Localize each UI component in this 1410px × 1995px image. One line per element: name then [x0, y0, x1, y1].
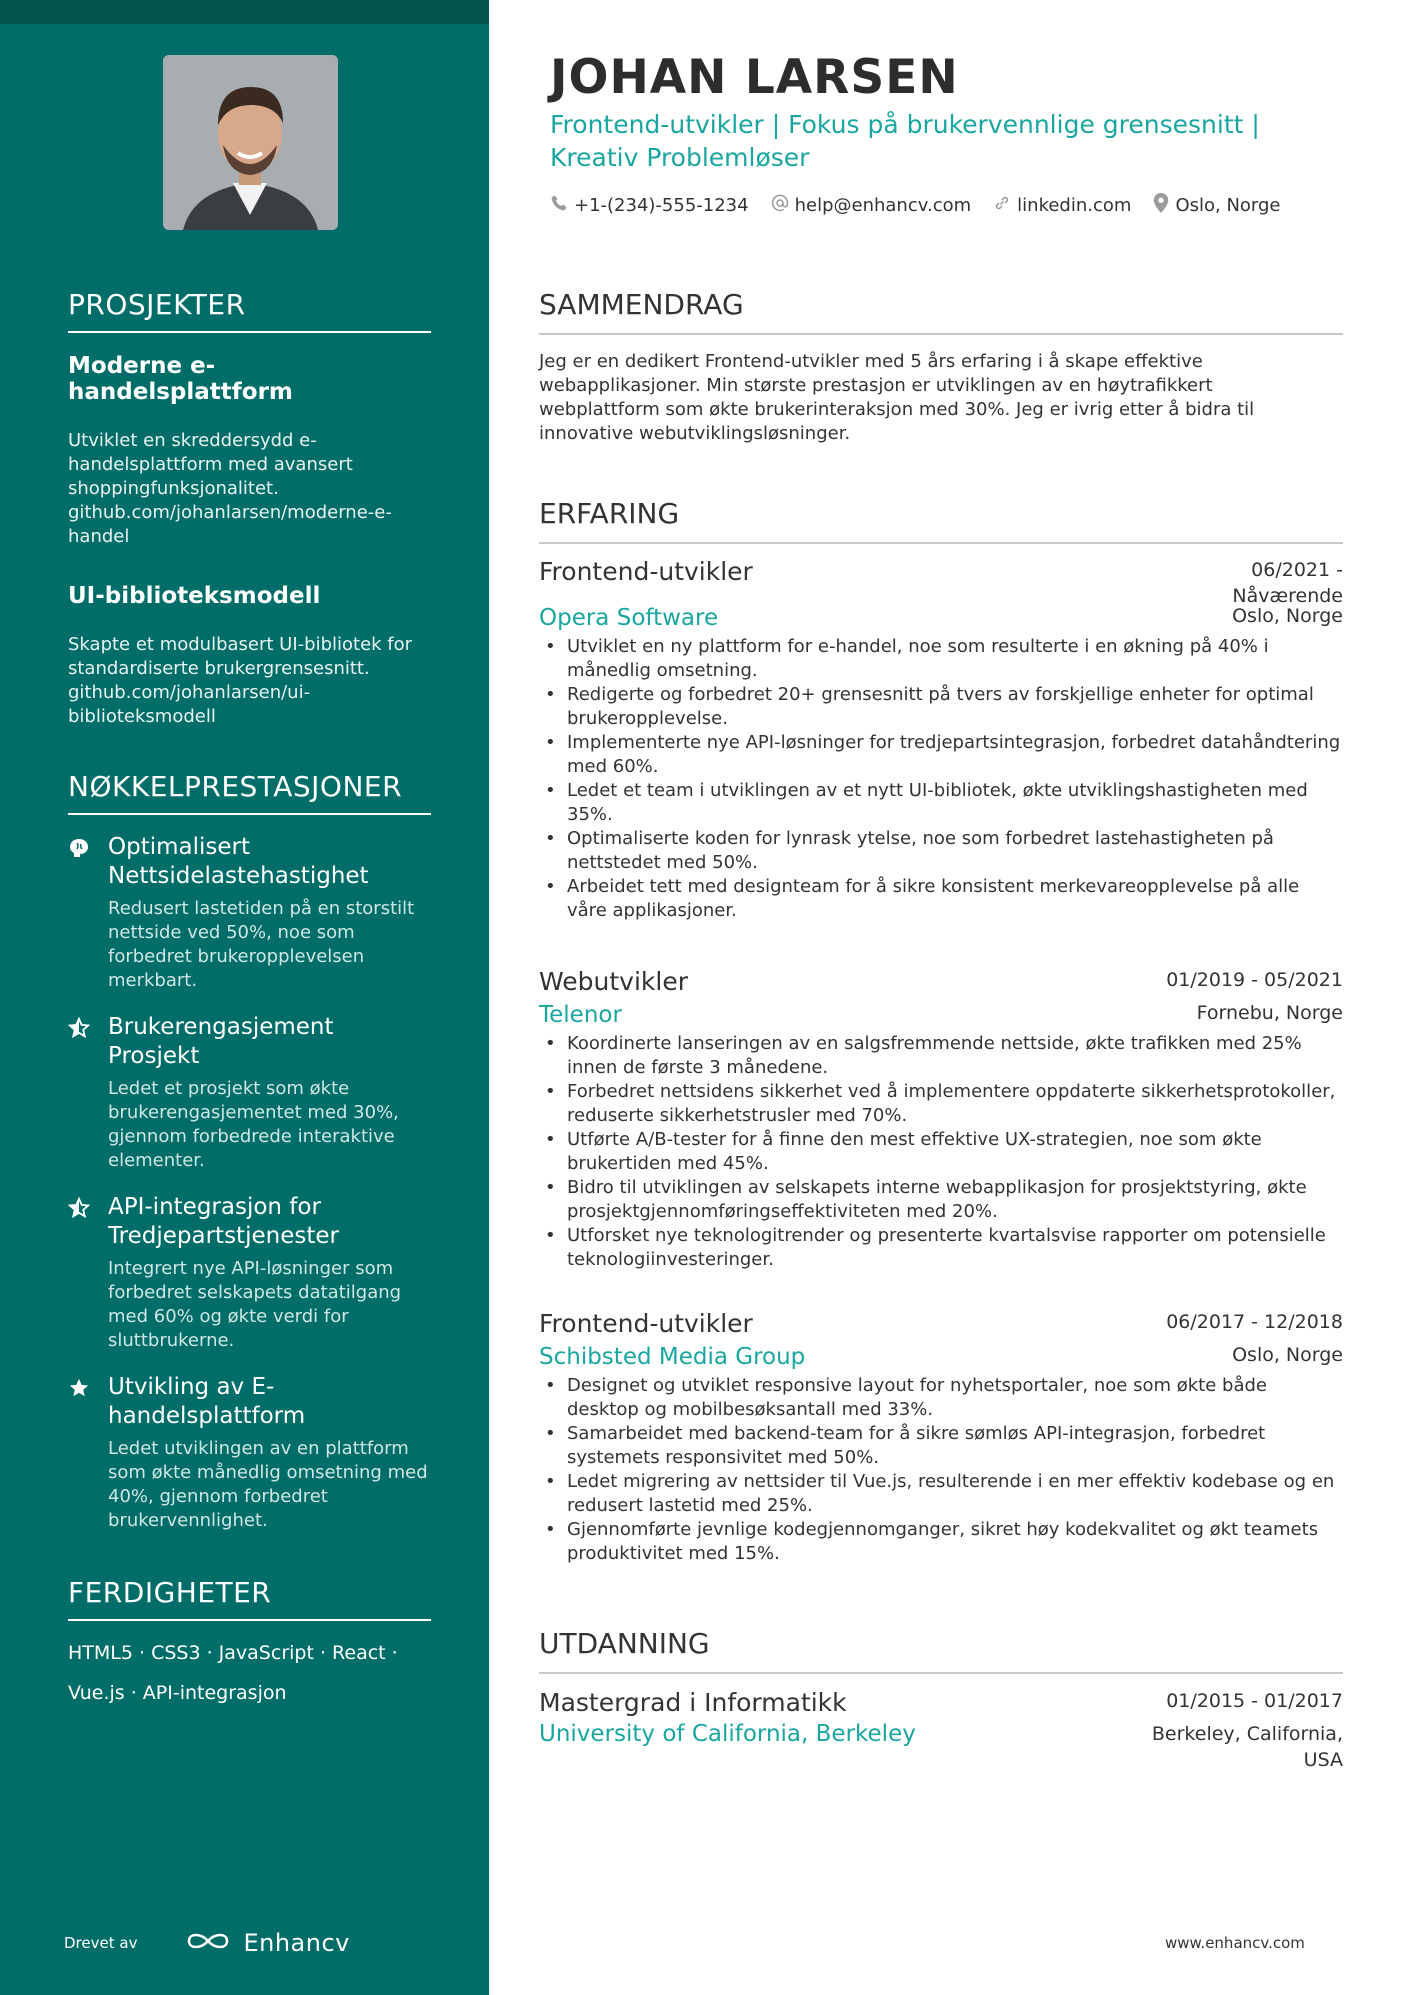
- bullet-item: • Optimaliserte koden for lynrask ytelse, noe som forbedret lastehastigheten på nettstedet med 50%.: [539, 827, 1343, 875]
- profile-photo: [163, 55, 338, 230]
- job-bullets: [539, 635, 1343, 923]
- job-entry: [539, 557, 1343, 923]
- contact-phone: [550, 193, 749, 218]
- bullet-item: • Gjennomførte jevnlige kodegjennomganger, sikret høy kodekvalitet og økt teamets produktivitet med 15%.: [539, 1518, 1343, 1566]
- star-icon: [68, 1373, 108, 1533]
- job-date-end: Nåværende: [1232, 585, 1343, 607]
- bullet-item: • Arbeidet tett med designteam for å sikre konsistent merkevareopplevelse på alle våre applikasjoner.: [539, 875, 1343, 923]
- job-company: Opera Software: [539, 605, 719, 631]
- website-link[interactable]: www.enhancv.com: [1165, 1934, 1305, 1952]
- job-location: Oslo, Norge: [1232, 1344, 1343, 1366]
- achievement-title: Utvikling av E-handelsplattform: [108, 1374, 306, 1429]
- bullet-item: • Redigerte og forbedret 20+ grensesnitt på tvers av forskjellige enheter for optimal brukeropplevelse.: [539, 683, 1343, 731]
- star-half-icon: [68, 1013, 108, 1173]
- skills-title: FERDIGHETER: [68, 1576, 431, 1621]
- at-icon: [771, 194, 795, 217]
- achievement-item: [68, 1013, 431, 1173]
- candidate-name: JOHAN LARSEN: [550, 50, 959, 105]
- projects-title: PROSJEKTER: [68, 288, 431, 333]
- education-title: UTDANNING: [539, 1627, 1343, 1674]
- summary-text: Jeg er en dedikert Frontend-utvikler med 5 års erfaring i å skape effektive webapplikasjoner. Min største prestasjon er utviklingen av en høytrafikkert webplattform som økte brukerinteraksjon med 30%. Jeg er ivrig etter å bidra til innovative webutviklingsløsninger.: [539, 351, 1255, 444]
- bullet-item: • Ledet migrering av nettsider til Vue.js, resulterende i en mer effektiv kodebase og en redusert lastetid med 25%.: [539, 1470, 1343, 1518]
- job-company: Schibsted Media Group: [539, 1344, 806, 1370]
- phone-icon: [550, 194, 574, 217]
- job-date: [1232, 557, 1343, 609]
- enhancv-logo-icon: [185, 1930, 231, 1956]
- job-title: Frontend-utvikler: [539, 557, 753, 586]
- achievement-description: Ledet et prosjekt som økte brukerengasjementet med 30%, gjennom forbedrede interaktive elementer.: [108, 1078, 399, 1171]
- skills-list: [68, 1633, 431, 1713]
- achievements-section: [68, 770, 431, 1533]
- achievement-title: API-integrasjon for Tredjepartstjenester: [108, 1194, 339, 1249]
- contact-email[interactable]: [771, 193, 972, 218]
- bullet-item: • Bidro til utviklingen av selskapets interne webapplikasjon for prosjektstyring, økte prosjektgjennomføringseffektiviteten med 20%.: [539, 1176, 1343, 1224]
- job-company: Telenor: [539, 1002, 622, 1028]
- brain-icon: [68, 833, 108, 993]
- achievement-item: [68, 833, 431, 993]
- skills-line: HTML5 · CSS3 · JavaScript · React ·: [68, 1642, 398, 1664]
- achievement-title: Optimalisert Nettsidelastehastighet: [108, 834, 369, 889]
- project-name: UI-biblioteksmodell: [68, 583, 321, 609]
- powered-by-label: Drevet av: [64, 1934, 138, 1952]
- job-title: Webutvikler: [539, 967, 688, 996]
- summary-title: SAMMENDRAG: [539, 288, 1343, 335]
- project-name: Moderne e-handelsplattform: [68, 353, 293, 405]
- bullet-item: • Forbedret nettsidens sikkerhet ved å implementere oppdaterte sikkerhetsprotokoller, reduserte sikkerhetstrusler med 70%.: [539, 1080, 1343, 1128]
- achievement-title: Brukerengasjement Prosjekt: [108, 1014, 334, 1069]
- skills-section: [68, 1576, 431, 1713]
- star-half-icon: [68, 1193, 108, 1353]
- projects-section: [68, 288, 431, 729]
- job-location: Oslo, Norge: [1232, 605, 1343, 627]
- sidebar: [0, 0, 489, 1995]
- contact-row: [550, 193, 1303, 218]
- link-icon: [993, 194, 1017, 217]
- bullet-item: • Koordinerte lanseringen av en salgsfremmende nettside, økte trafikken med 25% innen de første 3 månedene.: [539, 1032, 1343, 1080]
- job-bullets: [539, 1032, 1343, 1272]
- education-location: [1152, 1721, 1343, 1773]
- sidebar-top-bar: [0, 0, 489, 24]
- education-entry: [539, 1688, 1343, 1773]
- achievement-item: [68, 1193, 431, 1353]
- degree: Mastergrad i Informatikk: [539, 1688, 847, 1717]
- achievement-description: Ledet utviklingen av en plattform som økte månedlig omsetning med 40%, gjennom forbedret brukervennlighet.: [108, 1438, 428, 1531]
- bullet-item: • Utviklet en ny plattform for e-handel, noe som resulterte i en økning på 40% i månedlig omsetning.: [539, 635, 1343, 683]
- job-bullets: [539, 1374, 1343, 1566]
- skills-line: Vue.js · API-integrasjon: [68, 1682, 287, 1704]
- achievement-item: [68, 1373, 431, 1533]
- location-pin-icon: [1153, 193, 1175, 218]
- education-location-line: USA: [1303, 1749, 1343, 1771]
- job-location: Fornebu, Norge: [1196, 1002, 1343, 1024]
- achievement-description: Redusert lastetiden på en storstilt nettside ved 50%, noe som forbedret brukeropplevelsen merkbart.: [108, 898, 415, 991]
- project-description: Skapte et modulbasert UI-bibliotek for standardiserte brukergrensesnitt. github.com/johanlarsen/ui-biblioteksmodell: [68, 634, 413, 727]
- contact-linkedin[interactable]: [993, 193, 1131, 218]
- candidate-tagline: Frontend-utvikler | Fokus på brukervennlige grensesnitt | Kreativ Problemløser: [550, 110, 1260, 172]
- school: University of California, Berkeley: [539, 1721, 916, 1747]
- bullet-item: • Utforsket nye teknologitrender og presenterte kvartalsvise rapporter om potensielle teknologiinvesteringer.: [539, 1224, 1343, 1272]
- linkedin-value: linkedin.com: [1017, 195, 1132, 216]
- bullet-item: • Implementerte nye API-løsninger for tredjepartsintegrasjon, forbedret datahåndtering med 60%.: [539, 731, 1343, 779]
- education-date: 01/2015 - 01/2017: [1166, 1690, 1343, 1712]
- powered-by: [64, 1929, 350, 1957]
- job-title: Frontend-utvikler: [539, 1309, 753, 1338]
- achievement-description: Integrert nye API-løsninger som forbedret selskapets datatilgang med 60% og økte verdi for sluttbrukerne.: [108, 1258, 402, 1351]
- achievements-title: NØKKELPRESTASJONER: [68, 770, 431, 815]
- contact-location: [1153, 193, 1280, 218]
- education-location-line: Berkeley, California,: [1151, 1723, 1343, 1745]
- job-entry: [539, 1309, 1343, 1566]
- bullet-item: • Ledet et team i utviklingen av et nytt UI-bibliotek, økte utviklingshastigheten med 35%.: [539, 779, 1343, 827]
- experience-title: ERFARING: [539, 497, 1343, 544]
- email-value: help@enhancv.com: [794, 195, 972, 216]
- location-value: Oslo, Norge: [1175, 195, 1281, 216]
- job-date: 01/2019 - 05/2021: [1166, 969, 1343, 991]
- bullet-item: • Samarbeidet med backend-team for å sikre sømløs API-integrasjon, forbedret systemets responsivitet med 50%.: [539, 1422, 1343, 1470]
- bullet-item: • Designet og utviklet responsive layout for nyhetsportaler, noe som økte både desktop og mobilbesøksantall med 33%.: [539, 1374, 1343, 1422]
- bullet-item: • Utførte A/B-tester for å finne den mest effektive UX-strategien, noe som økte brukertiden med 45%.: [539, 1128, 1343, 1176]
- enhancv-logo: Enhancv: [243, 1929, 350, 1957]
- job-date-start: 06/2021 -: [1251, 559, 1343, 581]
- job-entry: [539, 967, 1343, 1272]
- phone-value: +1-(234)-555-1234: [574, 195, 749, 216]
- job-date: 06/2017 - 12/2018: [1166, 1311, 1343, 1333]
- project-description: Utviklet en skreddersydd e-handelsplattform med avansert shoppingfunksjonalitet. github.com/johanlarsen/moderne-e-handel: [68, 430, 392, 547]
